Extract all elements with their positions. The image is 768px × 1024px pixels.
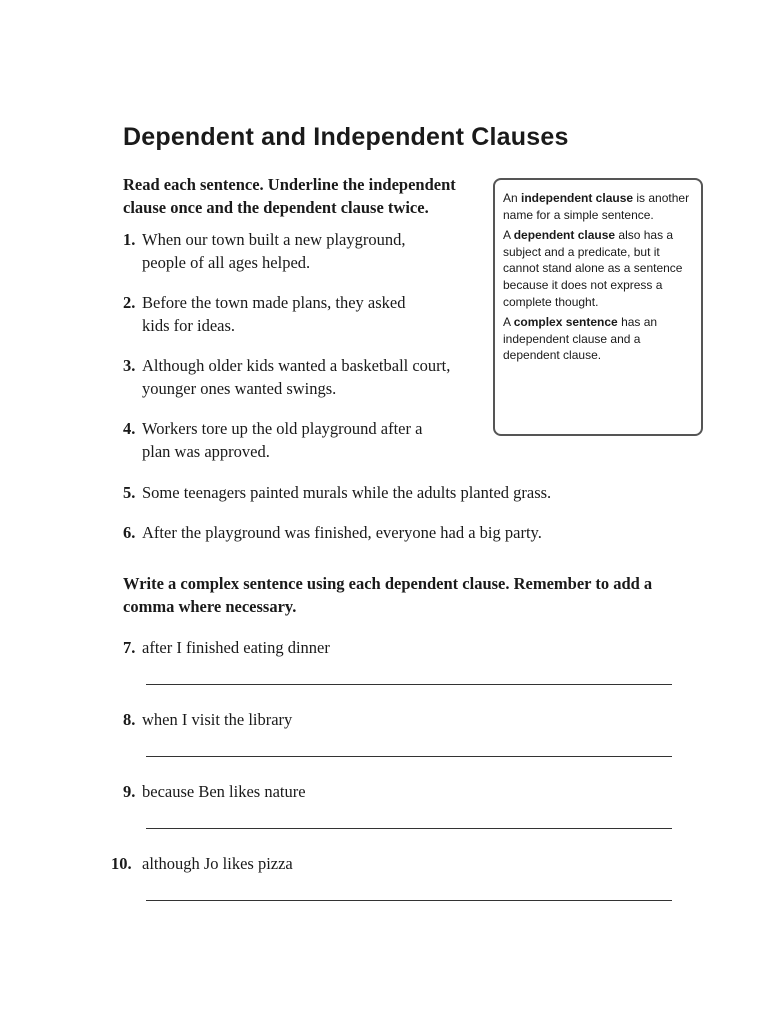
item-number: 3. [123,356,136,375]
prompt-item [123,780,623,803]
sentence-item [123,521,683,544]
item-number: 5. [123,483,136,502]
definitions-box [493,178,703,436]
sentence-item [123,481,683,504]
prompt-item [123,636,623,659]
item-number: 8. [123,710,136,729]
instructions-part2: Write a complex sentence using each dependent clause. Remember to add a comma where necessary. [123,574,653,616]
sentence-item [123,291,483,337]
definition-complex-sentence: A complex sentence has an independent clause and a dependent clause. [503,315,658,363]
item-number: 6. [123,523,136,542]
term-dependent-clause: dependent clause [513,228,616,243]
item-number: 4. [123,419,136,438]
answer-line[interactable] [146,684,672,685]
item-text-continued: younger ones wanted swings. [142,379,337,398]
item-text: Although older kids wanted a basketball court, [142,356,451,375]
answer-line[interactable] [146,756,672,757]
prompt-item [123,708,623,731]
page-title: Dependent and Independent Clauses [123,123,569,151]
answer-line[interactable] [146,900,672,901]
item-text-continued: kids for ideas. [142,316,236,335]
sentence-item [123,228,483,274]
instructions-part1: Read each sentence. Underline the independent clause once and the dependent clause twice. [123,175,456,217]
item-number: 9. [123,782,136,801]
sentence-item [123,354,483,400]
item-number: 10. [111,854,132,873]
sentence-item [123,417,483,463]
item-number: 7. [123,638,136,657]
item-number: 1. [123,230,136,249]
definition-independent-clause: An independent clause is another name for a simple sentence. [503,191,690,222]
definition-dependent-clause: A dependent clause also has a subject and a predicate, but it cannot stand alone as a sentence because it does not express a complete thought. [503,228,683,309]
item-text: Before the town made plans, they asked [142,293,406,312]
answer-line[interactable] [146,828,672,829]
term-independent-clause: independent clause [521,191,634,205]
prompt-text: when I visit the library [142,710,293,729]
item-number: 2. [123,293,136,312]
prompt-text: after I finished eating dinner [142,638,330,657]
prompt-text: because Ben likes nature [142,782,306,801]
item-text-continued: plan was approved. [142,442,270,461]
prompt-item [111,852,611,875]
item-text: Workers tore up the old playground after a [142,419,423,438]
prompt-text: although Jo likes pizza [142,854,293,873]
item-text: Some teenagers painted murals while the adults planted grass. [142,483,552,502]
term-complex-sentence: complex sentence [513,315,618,330]
item-text-continued: people of all ages helped. [142,253,311,272]
item-text: When our town built a new playground, [142,230,406,249]
item-text: After the playground was finished, everyone had a big party. [142,523,542,542]
